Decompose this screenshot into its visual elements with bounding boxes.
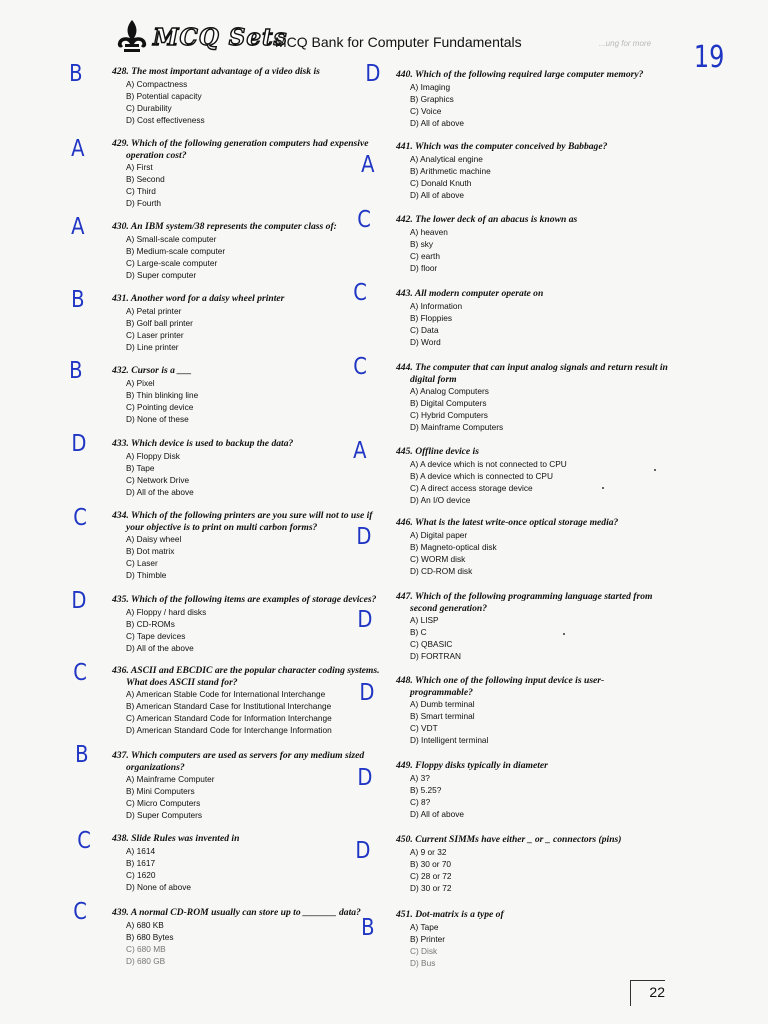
question-450 xyxy=(396,834,681,894)
question-444 xyxy=(396,362,681,433)
page-number: 22 xyxy=(630,980,665,1006)
option: C) Hybrid Computers xyxy=(410,410,488,420)
scan-speck xyxy=(563,633,565,635)
option: B) Printer xyxy=(410,933,446,944)
question-text: 442. The lower deck of an abacus is known as xyxy=(396,214,578,225)
question-text: 450. Current SIMMs have either _ or _ connectors (pins) xyxy=(396,834,622,845)
option: A) Mainframe Computer xyxy=(126,774,215,784)
option: C) 8? xyxy=(410,796,431,807)
option: D) Fourth xyxy=(126,198,162,208)
option: A) A device which is not connected to CPU xyxy=(410,458,567,469)
option: D) All of above xyxy=(410,117,464,128)
option: C) A direct access storage device xyxy=(410,482,533,493)
handwritten-answer: C xyxy=(353,354,367,380)
option: B) Golf ball printer xyxy=(126,317,193,328)
option: C) Pointing device xyxy=(126,401,194,412)
question-438 xyxy=(112,833,397,893)
option: D) Bus xyxy=(410,957,436,968)
question-429 xyxy=(112,138,384,209)
question-text: 444. The computer that can input analog signals and return result in digital form xyxy=(396,362,668,385)
handwritten-answer: B xyxy=(69,61,83,87)
option: C) Micro Computers xyxy=(126,798,201,808)
option: C) WORM disk xyxy=(410,553,466,564)
option: A) Imaging xyxy=(410,81,451,92)
handwritten-answer: D xyxy=(357,607,373,633)
question-text: 447. Which of the following programming language started from second generation? xyxy=(396,591,653,614)
question-text: 430. An IBM system/38 represents the computer class of: xyxy=(112,221,337,232)
scan-speck xyxy=(602,487,604,489)
option: A) Pixel xyxy=(126,377,155,388)
option: D) All of above xyxy=(410,808,464,819)
option: C) 28 or 72 xyxy=(410,870,452,881)
option: C) Durability xyxy=(126,102,172,113)
handwritten-answer: C xyxy=(77,828,91,854)
question-447 xyxy=(396,591,681,662)
option: A) Daisy wheel xyxy=(126,534,182,544)
option: A) American Stable Code for International Interchange xyxy=(126,689,326,699)
option: C) Third xyxy=(126,186,156,196)
option: D) 30 or 72 xyxy=(410,882,452,893)
option: B) Mini Computers xyxy=(126,786,195,796)
option: B) Digital Computers xyxy=(410,398,487,408)
option: B) Medium-scale computer xyxy=(126,245,226,256)
page-title: MCQ Bank for Computer Fundamentals xyxy=(275,34,522,50)
option: A) Tape xyxy=(410,921,439,932)
option: C) Data xyxy=(410,324,439,335)
option: D) floor xyxy=(410,262,438,273)
option: A) 680 KB xyxy=(126,919,164,930)
option: D) Cost effectiveness xyxy=(126,114,205,125)
option: A) Floppy Disk xyxy=(126,450,180,461)
scan-speck xyxy=(654,469,656,471)
question-428 xyxy=(112,66,397,126)
handwritten-answer: B xyxy=(361,915,375,941)
question-text: 434. Which of the following printers are you sure will not to use if your objective is to print on multi carbon forms? xyxy=(112,510,373,533)
option: C) Network Drive xyxy=(126,474,190,485)
question-436 xyxy=(112,665,384,736)
option: C) American Standard Code for Information Interchange xyxy=(126,713,332,723)
handwritten-answer: C xyxy=(73,660,87,686)
question-text: 446. What is the latest write-once optical storage media? xyxy=(396,517,619,528)
option: D) Word xyxy=(410,336,441,347)
question-text: 449. Floppy disks typically in diameter xyxy=(396,760,548,771)
option: C) earth xyxy=(410,250,440,261)
question-449 xyxy=(396,760,681,820)
page-header xyxy=(115,18,675,58)
question-443 xyxy=(396,288,681,348)
handwritten-answer: A xyxy=(71,214,85,240)
question-text: 435. Which of the following items are examples of storage devices? xyxy=(112,594,377,605)
option: B) Arithmetic machine xyxy=(410,165,491,176)
option: D) None of these xyxy=(126,413,189,424)
option: C) Voice xyxy=(410,105,442,116)
option: A) Compactness xyxy=(126,78,188,89)
question-441 xyxy=(396,141,681,201)
question-434 xyxy=(112,510,387,581)
option: B) Floppies xyxy=(410,312,452,323)
option: D) An I/O device xyxy=(410,494,471,505)
handwritten-answer: D xyxy=(357,765,373,791)
handwritten-answer: D xyxy=(359,680,375,706)
option: D) All of the above xyxy=(126,642,194,653)
question-439 xyxy=(112,907,397,967)
option: D) 680 GB xyxy=(126,955,166,966)
question-text: 428. The most important advantage of a video disk is xyxy=(112,66,320,77)
option: C) 1620 xyxy=(126,869,156,880)
handwritten-page-number: 19 xyxy=(693,40,725,75)
question-text: 438. Slide Rules was invented in xyxy=(112,833,240,844)
question-text: 433. Which device is used to backup the data? xyxy=(112,438,294,449)
fleur-de-lis-logo-icon xyxy=(115,18,149,54)
option: B) 5.25? xyxy=(410,784,442,795)
option: B) CD-ROMs xyxy=(126,618,175,629)
question-text: 441. Which was the computer conceived by Babbage? xyxy=(396,141,608,152)
option: C) Large-scale computer xyxy=(126,257,218,268)
question-446 xyxy=(396,517,681,577)
handwritten-answer: D xyxy=(365,61,381,87)
option: D) Intelligent terminal xyxy=(410,735,489,745)
option: B) Potential capacity xyxy=(126,90,202,101)
option: B) Tape xyxy=(126,462,155,473)
handwritten-answer: C xyxy=(73,505,87,531)
question-text: 436. ASCII and EBCDIC are the popular character coding systems. What does ASCII stand for? xyxy=(112,665,380,688)
handwritten-answer: D xyxy=(71,431,87,457)
question-text: 429. Which of the following generation computers had expensive operation cost? xyxy=(112,138,369,161)
question-text: 445. Offline device is xyxy=(396,446,479,457)
option: C) Laser printer xyxy=(126,329,184,340)
option: A) Analog Computers xyxy=(410,386,489,396)
handwritten-answer: A xyxy=(71,136,85,162)
option: D) None of above xyxy=(126,881,192,892)
option: A) Dumb terminal xyxy=(410,699,475,709)
option: C) QBASIC xyxy=(410,639,453,649)
handwritten-answer: A xyxy=(353,438,367,464)
question-448 xyxy=(396,675,626,746)
handwritten-answer: D xyxy=(71,588,87,614)
option: D) All of above xyxy=(410,189,464,200)
option: B) Graphics xyxy=(410,93,454,104)
handwritten-answer: B xyxy=(71,287,85,313)
option: A) 1614 xyxy=(126,845,156,856)
option: B) Dot matrix xyxy=(126,546,175,556)
option: D) Line printer xyxy=(126,341,179,352)
option: C) VDT xyxy=(410,723,438,733)
option: D) Super computer xyxy=(126,269,197,280)
option: D) Thimble xyxy=(126,570,167,580)
handwritten-answer: D xyxy=(356,524,372,550)
question-435 xyxy=(112,594,397,654)
question-text: 451. Dot-matrix is a type of xyxy=(396,909,504,920)
logo-text: MCQ Sets xyxy=(153,24,288,51)
option: B) 30 or 70 xyxy=(410,858,452,869)
option: A) Small-scale computer xyxy=(126,233,217,244)
question-442 xyxy=(396,214,681,274)
handwritten-answer: C xyxy=(357,207,371,233)
option: B) Smart terminal xyxy=(410,711,475,721)
option: B) Second xyxy=(126,174,165,184)
option: A) Information xyxy=(410,300,463,311)
option: C) 680 MB xyxy=(126,943,166,954)
option: B) Magneto-optical disk xyxy=(410,541,497,552)
question-text: 448. Which one of the following input device is user-programmable? xyxy=(396,675,605,698)
option: B) C xyxy=(410,627,427,637)
question-430 xyxy=(112,221,397,281)
question-437 xyxy=(112,750,384,821)
handwritten-answer: D xyxy=(355,838,371,864)
option: B) 680 Bytes xyxy=(126,931,174,942)
option: C) Disk xyxy=(410,945,438,956)
option: B) 1617 xyxy=(126,857,156,868)
question-text: 443. All modern computer operate on xyxy=(396,288,544,299)
question-451 xyxy=(396,909,681,969)
question-text: 432. Cursor is a ___ xyxy=(112,365,192,376)
option: C) Tape devices xyxy=(126,630,186,641)
option: A) First xyxy=(126,162,153,172)
question-text: 439. A normal CD-ROM usually can store up to _______ data? xyxy=(112,907,361,918)
question-440 xyxy=(396,69,681,129)
question-445 xyxy=(396,446,681,506)
option: A) 3? xyxy=(410,772,430,783)
handwritten-answer: A xyxy=(361,152,375,178)
option: B) Thin blinking line xyxy=(126,389,199,400)
question-text: 437. Which computers are used as servers for any medium sized organizations? xyxy=(112,750,365,773)
option: D) Mainframe Computers xyxy=(410,422,504,432)
handwritten-answer: C xyxy=(73,899,87,925)
handwritten-answer: C xyxy=(353,280,367,306)
option: D) FORTRAN xyxy=(410,651,462,661)
option: A) heaven xyxy=(410,226,448,237)
handwritten-answer: B xyxy=(75,742,89,768)
option: A) 9 or 32 xyxy=(410,846,447,857)
handwritten-answer: B xyxy=(69,358,83,384)
option: D) Super Computers xyxy=(126,810,203,820)
question-text: 431. Another word for a daisy wheel printer xyxy=(112,293,285,304)
option: D) All of the above xyxy=(126,486,194,497)
option: A) Floppy / hard disks xyxy=(126,606,207,617)
option: C) Laser xyxy=(126,558,158,568)
option: A) Petal printer xyxy=(126,305,182,316)
option: A) Digital paper xyxy=(410,529,468,540)
question-text: 440. Which of the following required large computer memory? xyxy=(396,69,644,80)
option: B) American Standard Case for Institutional Interchange xyxy=(126,701,332,711)
option: D) American Standard Code for Interchange Information xyxy=(126,725,332,735)
option: B) sky xyxy=(410,238,434,249)
option: A) Analytical engine xyxy=(410,153,483,164)
option: A) LISP xyxy=(410,615,439,625)
option: B) A device which is connected to CPU xyxy=(410,470,553,481)
faint-header-text: ...ung for more xyxy=(599,39,652,48)
option: C) Donald Knuth xyxy=(410,177,472,188)
option: D) CD-ROM disk xyxy=(410,565,473,576)
